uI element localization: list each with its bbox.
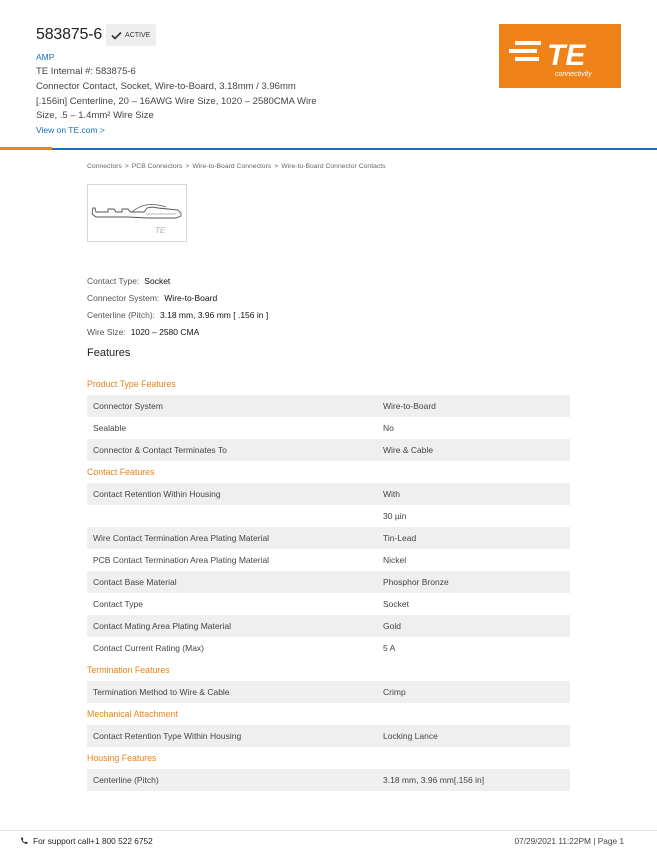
feature-value: No	[383, 423, 394, 433]
watermark-text: TE	[155, 226, 166, 235]
page-footer	[0, 830, 657, 850]
feature-row	[87, 725, 570, 747]
feature-value: Phosphor Bronze	[383, 577, 449, 587]
feature-label: Termination Method to Wire & Cable	[93, 687, 230, 697]
header-divider	[0, 147, 657, 150]
key-attributes	[87, 272, 268, 341]
section-title: Termination Features	[87, 665, 170, 675]
feature-value: Nickel	[383, 555, 407, 565]
feature-row	[87, 571, 570, 593]
attr-connector-system: Connector System: Wire-to-Board	[87, 292, 218, 303]
section-title: Housing Features	[87, 753, 157, 763]
phone-icon	[20, 837, 28, 845]
feature-value: Crimp	[383, 687, 406, 697]
feature-row	[87, 615, 570, 637]
te-logo-mark	[499, 24, 621, 88]
feature-row	[87, 483, 570, 505]
feature-label: Contact Base Material	[93, 577, 177, 587]
contact-drawing	[88, 185, 186, 241]
feature-row	[87, 593, 570, 615]
section-title: Mechanical Attachment	[87, 709, 178, 719]
feature-value: With	[383, 489, 400, 499]
feature-label: Sealable	[93, 423, 127, 433]
product-description: Connector Contact, Socket, Wire-to-Board, 3.18mm / 3.96mm [.156in] Centerline, 20 – 16AWG Wire Size, 1020 – 2580CMA Wire Size, .5 – 1.4mm² Wire Size	[36, 81, 317, 121]
section-title: Product Type Features	[87, 379, 176, 389]
breadcrumb-connectors[interactable]: Connectors	[87, 163, 122, 170]
feature-sections	[87, 373, 570, 791]
feature-row	[87, 505, 570, 527]
feature-label: PCB Contact Termination Area Plating Material	[93, 555, 270, 565]
feature-value: 5 A	[383, 643, 396, 653]
feature-label: Contact Type	[93, 599, 143, 609]
feature-row	[87, 439, 570, 461]
timestamp-page: 07/29/2021 11:22PM | Page 1	[514, 836, 624, 846]
feature-label: Centerline (Pitch)	[93, 775, 159, 785]
feature-value: Socket	[383, 599, 409, 609]
feature-value: Locking Lance	[383, 731, 438, 741]
logo-tagline: connectivity	[555, 71, 592, 78]
feature-value: 30 µin	[383, 511, 407, 521]
te-logo	[499, 24, 621, 88]
feature-row	[87, 527, 570, 549]
breadcrumb	[87, 163, 386, 170]
feature-row	[87, 681, 570, 703]
support-contact	[20, 836, 153, 846]
part-number: 583875-6	[36, 26, 103, 43]
section-title: Contact Features	[87, 467, 155, 477]
feature-row	[87, 395, 570, 417]
feature-label: Contact Mating Area Plating Material	[93, 621, 231, 631]
breadcrumb-wire-to-board[interactable]: Wire-to-Board Connectors	[192, 163, 272, 170]
feature-label: Contact Retention Type Within Housing	[93, 731, 242, 741]
breadcrumb-separator: >	[274, 163, 279, 170]
feature-label: Wire Contact Termination Area Plating Material	[93, 533, 270, 543]
logo-text: TE	[547, 39, 586, 72]
feature-label: Connector System	[93, 401, 163, 411]
feature-row	[87, 769, 570, 791]
support-text: For support call+1 800 522 6752	[33, 836, 153, 846]
internal-number: TE Internal #: 583875-6	[36, 66, 136, 77]
feature-label: Contact Current Rating (Max)	[93, 643, 205, 653]
features-heading: Features	[87, 347, 131, 359]
product-header	[0, 0, 657, 148]
status-badge	[106, 24, 156, 46]
attr-contact-type: Contact Type: Socket	[87, 275, 171, 286]
attr-wire-size: Wire Size: 1020 – 2580 CMA	[87, 327, 200, 338]
feature-label: Connector & Contact Terminates To	[93, 445, 227, 455]
breadcrumb-separator: >	[124, 163, 129, 170]
status-text: ACTIVE	[125, 31, 151, 39]
feature-value: Wire-to-Board	[383, 401, 436, 411]
part-number-row	[36, 24, 156, 46]
feature-row	[87, 549, 570, 571]
view-on-te-link[interactable]: View on TE.com >	[36, 125, 105, 135]
feature-value: 3.18 mm, 3.96 mm[.156 in]	[383, 775, 485, 785]
product-thumbnail[interactable]	[87, 184, 187, 242]
feature-value: Wire & Cable	[383, 445, 434, 455]
feature-value: Tin-Lead	[383, 533, 417, 543]
feature-value: Gold	[383, 621, 401, 631]
attr-centerline: Centerline (Pitch): 3.18 mm, 3.96 mm [ .156 in ]	[87, 309, 269, 320]
brand-link[interactable]: AMP	[36, 52, 55, 62]
breadcrumb-pcb-connectors[interactable]: PCB Connectors	[131, 163, 183, 170]
feature-label: Contact Retention Within Housing	[93, 489, 221, 499]
check-icon	[111, 31, 122, 40]
breadcrumb-contacts[interactable]: Wire-to-Board Connector Contacts	[281, 163, 386, 170]
breadcrumb-separator: >	[185, 163, 190, 170]
feature-row	[87, 417, 570, 439]
feature-row	[87, 637, 570, 659]
